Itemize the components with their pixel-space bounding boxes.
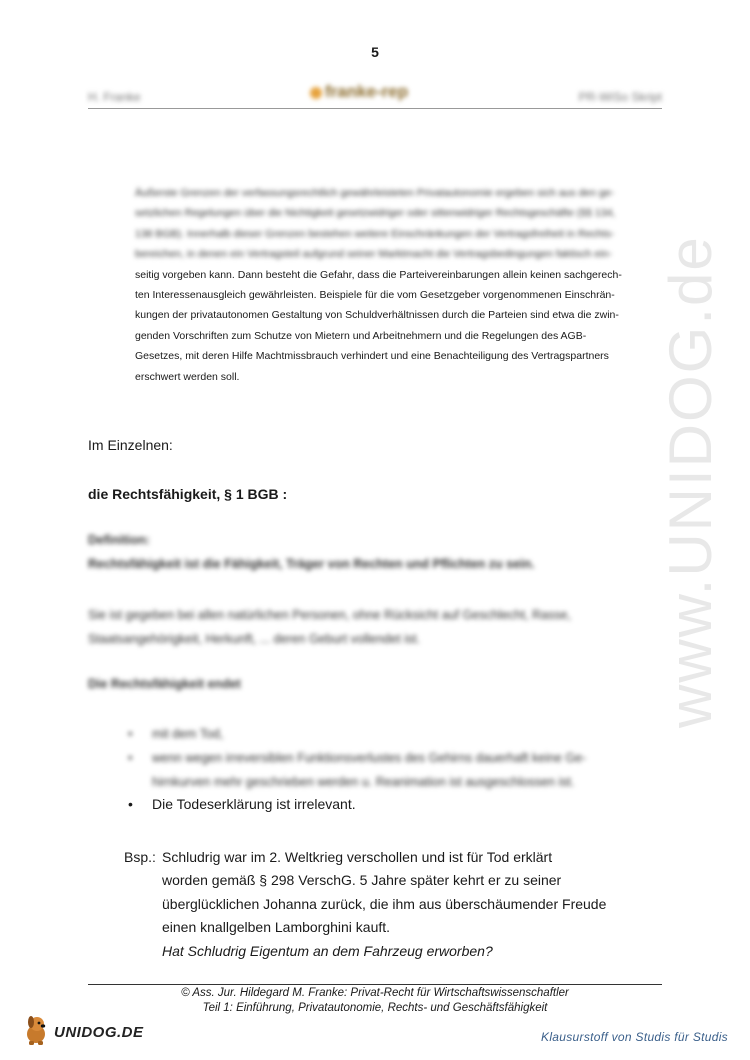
birth-paragraph: [88, 603, 648, 651]
example-line: überglücklichen Johanna zurück, die ihm aus überschäumender Freude: [162, 895, 607, 912]
intro-line: seitig vorgeben kann. Dann besteht die Gefahr, dass die Parteivereinbarungen allein keinen sachgerech-: [135, 268, 622, 281]
intro-blurred-line: 138 BGB). Innerhalb dieser Grenzen bestehen weitere Einschränkungen der Vertragsfreiheit in Rechts-: [135, 227, 615, 240]
intro-line: ten Interessenausgleich gewährleisten. Beispiele für die vom Gesetzgeber vorgenommenen Einschrän-: [135, 289, 615, 302]
bullet-icon: •: [128, 751, 133, 765]
dog-icon: [22, 1014, 52, 1046]
unidog-logo-text: UNIDOG.DE: [54, 1024, 144, 1041]
todeserklaerung-item: [128, 796, 356, 812]
intro-blurred-line: setzlichen Regelungen über die Nichtigkeit gesetzwidriger oder sittenwidriger Rechtsgeschäfte (§§ 134,: [135, 207, 616, 220]
logo-text: franke-rep: [325, 82, 409, 101]
intro-line: erschwert werden soll.: [135, 370, 240, 383]
bullet-icon: •: [128, 796, 133, 812]
intro-line: genden Vorschriften zum Schutze von Mietern und Arbeitnehmern und die Regelungen des AGB-: [135, 329, 587, 342]
footer-citation: [88, 986, 662, 1015]
ends-list: [128, 722, 648, 794]
rechtsfaehigkeit-heading: die Rechtsfähigkeit, § 1 BGB :: [88, 486, 288, 502]
list-item-text: mit dem Tod,: [152, 727, 224, 741]
birth-line: Staatsangehörigkeit, Herkunft, ... deren Geburt vollendet ist.: [88, 632, 421, 646]
footer-line: Teil 1: Einführung, Privatautonomie, Rechts- und Geschäftsfähigkeit: [202, 1001, 548, 1014]
footer-tagline: Klausurstoff von Studis für Studis: [541, 1030, 728, 1044]
intro-blurred-line: Äußerste Grenzen der verfassungsrechtlich gewährleisteten Privatautonomie ergeben sich aus den ge-: [135, 187, 615, 199]
intro-blurred-line: bereichen, in denen ein Vertragsteil aufgrund seiner Marktmacht die Vertragsbedingungen faktisch ein-: [135, 248, 612, 261]
example-line: Schludrig war im 2. Weltkrieg verschollen und ist für Tod erklärt: [162, 849, 553, 865]
example-line: worden gemäß § 298 VerschG. 5 Jahre später kehrt er zu seiner: [162, 872, 562, 889]
intro-line: Gesetzes, mit deren Hilfe Machtmissbrauch verhindert und eine Benachteiligung des Vertragspartners: [135, 350, 609, 363]
example-body: [162, 846, 622, 963]
todeserklaerung-text: Die Todeserklärung ist irrelevant.: [152, 796, 356, 812]
definition-text: Rechtsfähigkeit ist die Fähigkeit, Träger von Rechten und Pflichten zu sein.: [88, 557, 535, 571]
footer-line: © Ass. Jur. Hildegard M. Franke: Privat-Recht für Wirtschaftswissenschaftler: [181, 987, 569, 999]
definition-label: Definition:: [88, 533, 150, 547]
list-item-text: wenn wegen irreversiblen Funktionsverlustes des Gehirns dauerhaft keine Ge-: [152, 751, 587, 765]
bullet-icon: •: [128, 727, 133, 741]
list-item: [128, 722, 648, 746]
list-item: [128, 746, 648, 770]
watermark: www.UNIDOG.de: [657, 235, 724, 728]
birth-line: Sie ist gegeben bei allen natürlichen Personen, ohne Rücksicht auf Geschlecht, Rasse,: [88, 608, 571, 622]
example-line: einen knallgelben Lamborghini kauft.: [162, 919, 391, 936]
header-author: H. Franke: [88, 90, 141, 104]
page-header: [88, 82, 662, 109]
logo-dot-icon: [310, 87, 322, 99]
example-question: Hat Schludrig Eigentum an dem Fahrzeug erworben?: [162, 942, 493, 959]
intro-line: kungen der privatautonomen Gestaltung von Schuldverhältnissen durch die Parteien sind etwa die zwin-: [135, 309, 619, 322]
franke-rep-logo: [310, 82, 408, 102]
im-einzelnen-heading: Im Einzelnen:: [88, 437, 173, 453]
footer-divider: [88, 984, 662, 985]
list-item-text: hirnkurven mehr geschrieben werden u. Reanimation ist ausgeschlossen ist.: [152, 775, 575, 789]
ends-heading: Die Rechtsfähigkeit endet: [88, 677, 241, 691]
example-label: Bsp.:: [124, 849, 156, 865]
unidog-logo: [22, 1014, 152, 1048]
page-number: 5: [371, 44, 379, 60]
header-script-title: PR-WiSo Skript: [578, 90, 662, 104]
list-item: [128, 770, 648, 794]
intro-paragraph: [135, 183, 663, 387]
